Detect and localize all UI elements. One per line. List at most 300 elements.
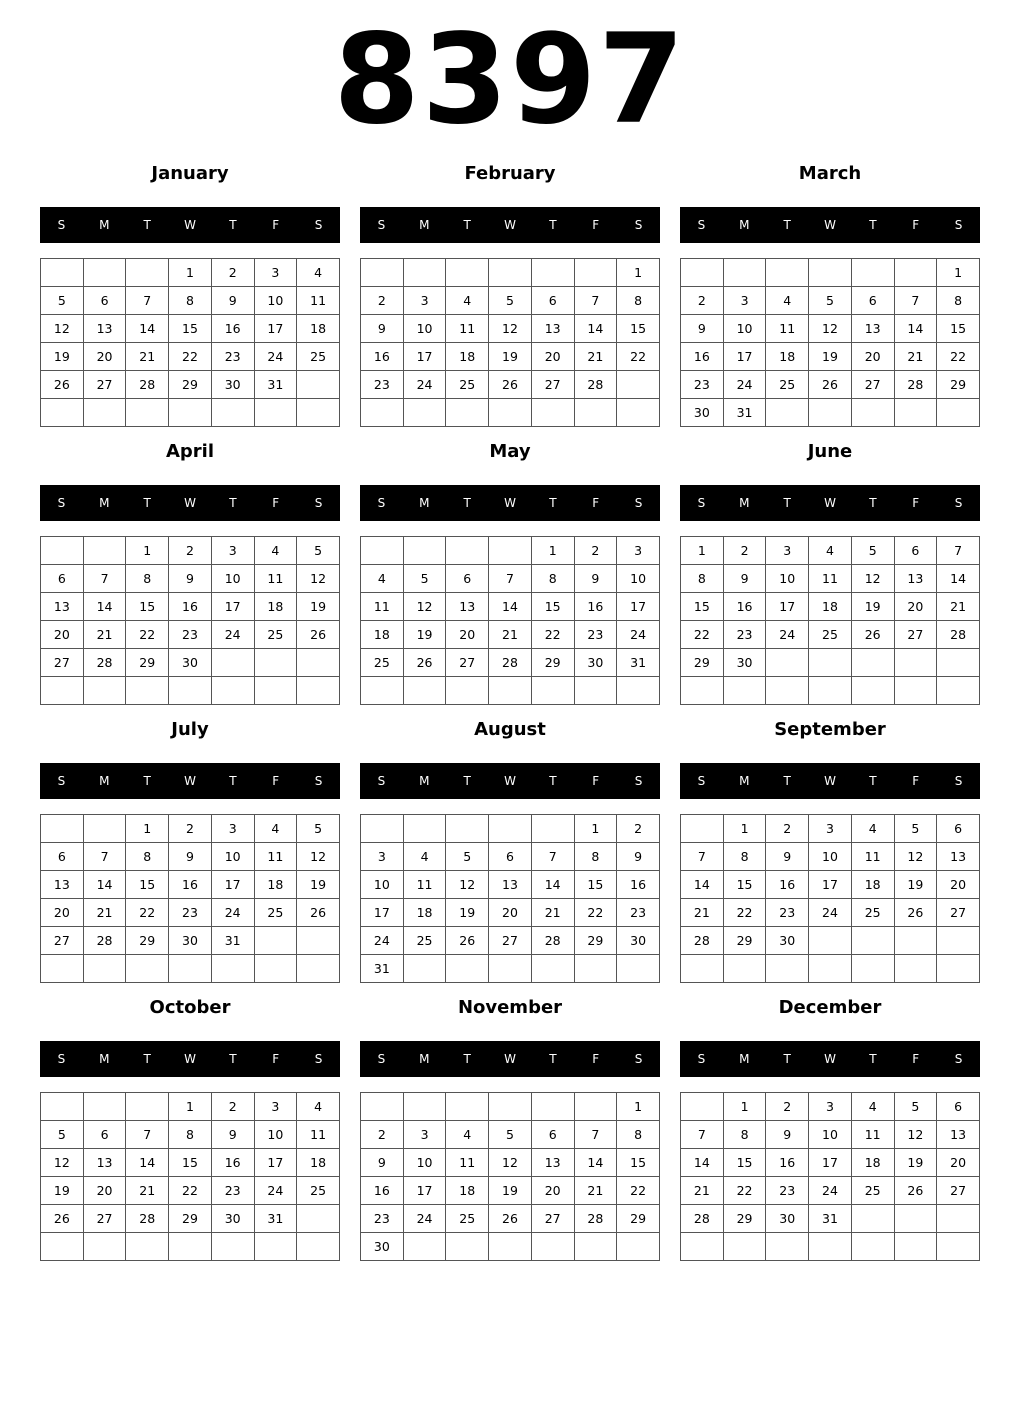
day-cell: 31 — [723, 399, 766, 427]
day-cell: 25 — [297, 343, 340, 371]
day-cell: 13 — [446, 593, 489, 621]
day-cell: 9 — [766, 843, 809, 871]
day-cell: 21 — [126, 343, 169, 371]
empty-cell — [83, 955, 126, 983]
week-row — [361, 1205, 660, 1233]
day-cell: 11 — [361, 593, 404, 621]
day-cell: 18 — [254, 871, 297, 899]
day-cell: 28 — [894, 371, 937, 399]
empty-cell — [297, 1233, 340, 1261]
empty-cell — [809, 399, 852, 427]
month-july — [40, 719, 340, 982]
weekday-label: F — [272, 496, 280, 510]
weekday-label: W — [184, 774, 196, 788]
day-cell: 27 — [41, 649, 84, 677]
day-cell: 28 — [126, 371, 169, 399]
day-cell: 30 — [681, 399, 724, 427]
day-cell: 14 — [574, 1149, 617, 1177]
weekday-label: S — [314, 774, 323, 788]
weekday-label: T — [463, 774, 471, 788]
empty-cell — [83, 1093, 126, 1121]
day-cell: 19 — [851, 593, 894, 621]
day-cell: 26 — [489, 1205, 532, 1233]
day-cell: 21 — [681, 899, 724, 927]
empty-cell — [809, 677, 852, 705]
weekday-label: M — [739, 774, 750, 788]
weekday-label: S — [634, 1052, 643, 1066]
day-cell: 15 — [126, 593, 169, 621]
day-cell: 2 — [574, 537, 617, 565]
day-cell: 20 — [83, 1177, 126, 1205]
empty-cell — [211, 399, 254, 427]
weekday-label: F — [912, 1052, 920, 1066]
week-row — [361, 565, 660, 593]
day-cell: 21 — [937, 593, 980, 621]
empty-cell — [681, 259, 724, 287]
day-cell: 29 — [126, 927, 169, 955]
day-cell: 6 — [851, 287, 894, 315]
day-cell: 24 — [254, 343, 297, 371]
day-cell: 27 — [937, 1177, 980, 1205]
empty-cell — [766, 259, 809, 287]
day-cell: 8 — [617, 287, 660, 315]
weekday-label: T — [143, 774, 151, 788]
empty-cell — [403, 1233, 446, 1261]
weekday-label: F — [272, 218, 280, 232]
day-cell: 2 — [169, 815, 212, 843]
day-cell: 12 — [851, 565, 894, 593]
day-cell: 21 — [489, 621, 532, 649]
day-cell: 12 — [41, 315, 84, 343]
week-row — [361, 955, 660, 983]
day-cell: 2 — [617, 815, 660, 843]
day-cell: 11 — [254, 843, 297, 871]
weekday-header — [680, 207, 980, 243]
week-row — [361, 1233, 660, 1261]
empty-cell — [446, 259, 489, 287]
day-cell: 29 — [681, 649, 724, 677]
empty-cell — [531, 1093, 574, 1121]
day-cell: 27 — [937, 899, 980, 927]
day-cell: 27 — [446, 649, 489, 677]
weekday-label: S — [314, 1052, 323, 1066]
empty-cell — [851, 259, 894, 287]
empty-cell — [851, 399, 894, 427]
week-row — [361, 649, 660, 677]
empty-cell — [211, 1233, 254, 1261]
day-cell: 4 — [254, 537, 297, 565]
empty-cell — [809, 927, 852, 955]
empty-cell — [41, 677, 84, 705]
week-row — [41, 593, 340, 621]
day-cell: 7 — [681, 1121, 724, 1149]
day-cell: 28 — [574, 371, 617, 399]
empty-cell — [41, 1233, 84, 1261]
weekday-label: S — [57, 496, 66, 510]
day-cell: 8 — [937, 287, 980, 315]
weekday-label: T — [783, 218, 791, 232]
month-february — [360, 163, 660, 426]
day-grid — [360, 1092, 660, 1261]
empty-cell — [254, 1233, 297, 1261]
day-cell: 25 — [851, 1177, 894, 1205]
day-cell: 14 — [681, 871, 724, 899]
day-cell: 12 — [894, 1121, 937, 1149]
empty-cell — [446, 537, 489, 565]
weekday-label: T — [229, 774, 237, 788]
day-cell: 24 — [617, 621, 660, 649]
day-cell: 21 — [126, 1177, 169, 1205]
month-name: April — [165, 441, 215, 462]
day-cell: 9 — [723, 565, 766, 593]
day-cell: 30 — [169, 649, 212, 677]
day-cell: 24 — [211, 621, 254, 649]
day-cell: 16 — [211, 1149, 254, 1177]
empty-cell — [723, 1233, 766, 1261]
weekday-label: S — [634, 218, 643, 232]
month-name: March — [798, 163, 862, 184]
empty-cell — [446, 1233, 489, 1261]
empty-cell — [617, 677, 660, 705]
empty-cell — [41, 1093, 84, 1121]
day-cell: 10 — [361, 871, 404, 899]
day-cell: 23 — [766, 1177, 809, 1205]
day-cell: 22 — [169, 1177, 212, 1205]
week-row — [361, 1177, 660, 1205]
day-cell: 1 — [937, 259, 980, 287]
empty-cell — [681, 1233, 724, 1261]
weekday-label: T — [549, 218, 557, 232]
day-cell: 14 — [937, 565, 980, 593]
day-cell: 11 — [446, 1149, 489, 1177]
day-cell: 5 — [297, 815, 340, 843]
day-cell: 2 — [211, 1093, 254, 1121]
weekday-label: M — [739, 1052, 750, 1066]
empty-cell — [297, 955, 340, 983]
week-row — [361, 371, 660, 399]
empty-cell — [574, 1093, 617, 1121]
day-cell: 15 — [617, 1149, 660, 1177]
empty-cell — [617, 1233, 660, 1261]
day-cell: 17 — [254, 315, 297, 343]
day-cell: 15 — [681, 593, 724, 621]
day-cell: 10 — [254, 287, 297, 315]
day-cell: 29 — [574, 927, 617, 955]
weekday-label: T — [783, 1052, 791, 1066]
day-cell: 10 — [211, 843, 254, 871]
day-cell: 30 — [361, 1233, 404, 1261]
day-grid — [40, 536, 340, 705]
day-cell: 4 — [851, 1093, 894, 1121]
day-cell: 7 — [126, 287, 169, 315]
empty-cell — [894, 1233, 937, 1261]
day-cell: 20 — [531, 343, 574, 371]
empty-cell — [361, 399, 404, 427]
weekday-label: M — [739, 218, 750, 232]
day-cell: 28 — [681, 927, 724, 955]
day-cell: 17 — [809, 1149, 852, 1177]
day-cell: 22 — [126, 621, 169, 649]
day-cell: 4 — [403, 843, 446, 871]
weekday-label: T — [463, 496, 471, 510]
day-cell: 26 — [403, 649, 446, 677]
day-cell: 1 — [126, 815, 169, 843]
week-row — [361, 1121, 660, 1149]
weekday-label: S — [57, 218, 66, 232]
empty-cell — [937, 955, 980, 983]
day-grid — [680, 1092, 980, 1261]
day-cell: 16 — [211, 315, 254, 343]
empty-cell — [531, 677, 574, 705]
day-cell: 8 — [531, 565, 574, 593]
empty-cell — [894, 649, 937, 677]
day-cell: 9 — [574, 565, 617, 593]
empty-cell — [681, 955, 724, 983]
day-cell: 27 — [531, 371, 574, 399]
day-cell: 18 — [851, 1149, 894, 1177]
weekday-label: M — [99, 496, 110, 510]
day-grid — [680, 814, 980, 983]
weekday-label: S — [954, 1052, 963, 1066]
day-cell: 6 — [41, 565, 84, 593]
day-cell: 14 — [574, 315, 617, 343]
day-cell: 24 — [809, 1177, 852, 1205]
weekday-label: S — [377, 1052, 386, 1066]
day-cell: 22 — [169, 343, 212, 371]
day-cell: 17 — [403, 343, 446, 371]
empty-cell — [254, 677, 297, 705]
day-cell: 7 — [681, 843, 724, 871]
empty-cell — [211, 677, 254, 705]
empty-cell — [531, 399, 574, 427]
empty-cell — [297, 649, 340, 677]
empty-cell — [126, 677, 169, 705]
empty-cell — [766, 955, 809, 983]
empty-cell — [489, 1093, 532, 1121]
week-row — [361, 927, 660, 955]
day-cell: 27 — [531, 1205, 574, 1233]
week-row — [361, 537, 660, 565]
weekday-label: F — [912, 496, 920, 510]
empty-cell — [361, 1093, 404, 1121]
week-row — [41, 343, 340, 371]
day-cell: 22 — [126, 899, 169, 927]
day-cell: 6 — [83, 287, 126, 315]
day-cell: 19 — [489, 1177, 532, 1205]
day-cell: 31 — [211, 927, 254, 955]
day-cell: 8 — [574, 843, 617, 871]
week-row — [41, 899, 340, 927]
empty-cell — [446, 955, 489, 983]
empty-cell — [83, 677, 126, 705]
weekday-header — [680, 485, 980, 521]
empty-cell — [403, 955, 446, 983]
empty-cell — [809, 955, 852, 983]
day-cell: 1 — [617, 259, 660, 287]
weekday-label: T — [783, 496, 791, 510]
day-cell: 18 — [297, 1149, 340, 1177]
week-row — [361, 399, 660, 427]
day-cell: 21 — [574, 343, 617, 371]
day-cell: 13 — [531, 1149, 574, 1177]
empty-cell — [894, 677, 937, 705]
week-row — [41, 1093, 340, 1121]
day-cell: 5 — [41, 1121, 84, 1149]
week-row — [41, 677, 340, 705]
day-cell: 31 — [361, 955, 404, 983]
day-cell: 3 — [809, 1093, 852, 1121]
weekday-label: W — [504, 496, 516, 510]
empty-cell — [297, 371, 340, 399]
day-cell: 15 — [169, 315, 212, 343]
day-cell: 5 — [446, 843, 489, 871]
empty-cell — [41, 259, 84, 287]
day-cell: 7 — [894, 287, 937, 315]
day-cell: 26 — [41, 371, 84, 399]
day-cell: 30 — [723, 649, 766, 677]
day-cell: 6 — [937, 815, 980, 843]
weekday-label: T — [869, 218, 877, 232]
week-row — [681, 899, 980, 927]
empty-cell — [126, 955, 169, 983]
day-cell: 23 — [617, 899, 660, 927]
day-cell: 18 — [766, 343, 809, 371]
week-row — [681, 1093, 980, 1121]
weekday-label: T — [869, 774, 877, 788]
empty-cell — [851, 955, 894, 983]
day-cell: 20 — [894, 593, 937, 621]
empty-cell — [809, 1233, 852, 1261]
day-cell: 7 — [83, 843, 126, 871]
weekday-label: W — [504, 218, 516, 232]
day-cell: 23 — [766, 899, 809, 927]
day-cell: 20 — [41, 899, 84, 927]
weekday-label: T — [549, 1052, 557, 1066]
week-row — [681, 399, 980, 427]
week-row — [361, 315, 660, 343]
day-cell: 1 — [681, 537, 724, 565]
week-row — [41, 399, 340, 427]
weekday-label: T — [549, 496, 557, 510]
day-cell: 14 — [126, 315, 169, 343]
day-cell: 16 — [361, 343, 404, 371]
week-row — [361, 871, 660, 899]
month-name: February — [464, 163, 556, 184]
day-cell: 14 — [83, 593, 126, 621]
empty-cell — [297, 399, 340, 427]
week-row — [681, 871, 980, 899]
day-cell: 18 — [851, 871, 894, 899]
day-cell: 1 — [169, 259, 212, 287]
day-cell: 9 — [169, 843, 212, 871]
day-cell: 4 — [851, 815, 894, 843]
day-cell: 25 — [361, 649, 404, 677]
day-grid — [680, 258, 980, 427]
day-cell: 23 — [361, 371, 404, 399]
week-row — [41, 565, 340, 593]
day-cell: 19 — [894, 1149, 937, 1177]
empty-cell — [851, 1233, 894, 1261]
day-cell: 8 — [617, 1121, 660, 1149]
weekday-label: T — [869, 1052, 877, 1066]
empty-cell — [766, 677, 809, 705]
day-cell: 12 — [446, 871, 489, 899]
day-cell: 23 — [723, 621, 766, 649]
day-cell: 21 — [83, 621, 126, 649]
empty-cell — [617, 399, 660, 427]
day-cell: 25 — [446, 371, 489, 399]
empty-cell — [446, 677, 489, 705]
empty-cell — [446, 1093, 489, 1121]
day-cell: 3 — [254, 259, 297, 287]
month-march — [680, 163, 980, 426]
empty-cell — [169, 955, 212, 983]
day-cell: 1 — [169, 1093, 212, 1121]
weekday-label: F — [592, 774, 600, 788]
day-cell: 4 — [446, 1121, 489, 1149]
day-cell: 4 — [361, 565, 404, 593]
day-cell: 23 — [211, 343, 254, 371]
weekday-label: W — [824, 1052, 836, 1066]
day-cell: 2 — [361, 287, 404, 315]
empty-cell — [489, 955, 532, 983]
empty-cell — [937, 649, 980, 677]
month-october — [40, 997, 340, 1260]
week-row — [41, 927, 340, 955]
weekday-header — [40, 207, 340, 243]
empty-cell — [489, 537, 532, 565]
weekday-label: T — [549, 774, 557, 788]
day-cell: 17 — [361, 899, 404, 927]
month-name: June — [807, 441, 853, 462]
empty-cell — [531, 259, 574, 287]
day-cell: 2 — [169, 537, 212, 565]
week-row — [41, 621, 340, 649]
day-cell: 4 — [297, 1093, 340, 1121]
day-cell: 23 — [574, 621, 617, 649]
empty-cell — [254, 955, 297, 983]
month-name: July — [171, 719, 209, 740]
day-cell: 22 — [681, 621, 724, 649]
weekday-label: M — [419, 496, 430, 510]
week-row — [681, 1149, 980, 1177]
week-row — [361, 621, 660, 649]
day-cell: 28 — [489, 649, 532, 677]
week-row — [681, 621, 980, 649]
week-row — [41, 537, 340, 565]
day-cell: 11 — [254, 565, 297, 593]
weekday-label: M — [99, 774, 110, 788]
day-cell: 19 — [489, 343, 532, 371]
day-grid — [680, 536, 980, 705]
week-row — [41, 649, 340, 677]
day-cell: 16 — [169, 593, 212, 621]
weekday-label: S — [954, 496, 963, 510]
day-cell: 3 — [403, 287, 446, 315]
day-cell: 3 — [723, 287, 766, 315]
day-cell: 20 — [489, 899, 532, 927]
day-cell: 6 — [531, 287, 574, 315]
empty-cell — [937, 399, 980, 427]
day-cell: 24 — [723, 371, 766, 399]
month-name: August — [474, 719, 546, 740]
weekday-label: S — [697, 1052, 706, 1066]
weekday-label: F — [912, 218, 920, 232]
empty-cell — [489, 259, 532, 287]
day-cell: 30 — [169, 927, 212, 955]
weekday-label: M — [419, 218, 430, 232]
empty-cell — [617, 955, 660, 983]
